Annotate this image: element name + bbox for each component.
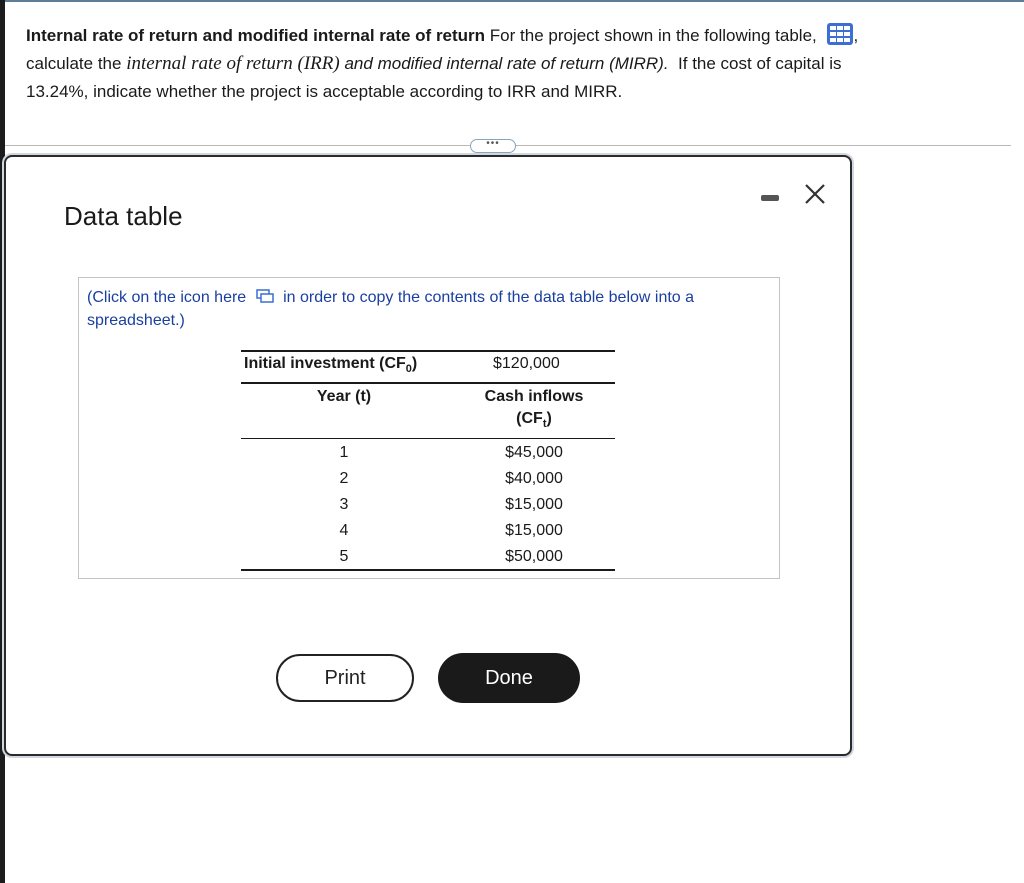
question-after-icon: ,	[853, 26, 859, 45]
table-row-cash: $40,000	[505, 470, 563, 487]
table-header-rule	[241, 438, 615, 439]
question-title: Internal rate of return and modified internal rate of return	[26, 26, 486, 45]
copy-to-spreadsheet-icon[interactable]	[255, 288, 275, 304]
question-mirr-term: modified internal rate of return (MIRR).	[377, 54, 669, 73]
initial-investment-label: Initial investment $(CF_0)$	[244, 355, 418, 376]
table-row-year: 4	[339, 522, 349, 539]
table-row-year: 3	[339, 496, 349, 513]
data-table-grid-icon[interactable]	[826, 22, 854, 46]
question-text-2: calculate the	[26, 54, 122, 73]
close-icon[interactable]	[800, 179, 830, 209]
question-text-4: 13.24%, indicate whether the project is acceptable according to IRR and MIRR.	[26, 82, 623, 101]
question-text	[26, 22, 986, 106]
top-border	[0, 0, 1024, 2]
table-row-cash: $50,000	[505, 548, 563, 565]
table-row-year: 5	[339, 548, 349, 565]
cash-inflows-header: Cash inflows $(CF_t)$	[484, 388, 584, 431]
table-row-year: 2	[339, 470, 349, 487]
expand-ellipsis-button[interactable]: •••	[470, 139, 516, 153]
data-table-box	[78, 277, 780, 579]
done-button[interactable]: Done	[438, 653, 580, 703]
table-row-cash: $45,000	[505, 444, 563, 461]
question-text-1: For the project shown in the following table,	[489, 26, 817, 45]
modal-title: Data table	[64, 201, 183, 231]
minimize-icon[interactable]	[761, 195, 779, 201]
data-table-modal	[4, 155, 852, 756]
table-rule-below-investment	[241, 382, 615, 384]
table-row-cash: $15,000	[505, 496, 563, 513]
table-bottom-rule	[241, 569, 615, 571]
question-irr-term: internal rate of return (IRR)	[126, 53, 340, 74]
copy-note-suffix: in order to copy the contents of the data table below into a spreadsheet.)	[87, 289, 695, 329]
question-text-3: If the cost of capital is	[678, 54, 842, 73]
copy-note-prefix: (Click on the icon here	[87, 289, 247, 306]
year-header: Year (t)	[316, 388, 372, 405]
question-and: and	[344, 54, 373, 73]
table-row-cash: $15,000	[505, 522, 563, 539]
copy-note	[87, 286, 767, 332]
print-button[interactable]: Print	[276, 654, 414, 702]
table-row-year: 1	[339, 444, 349, 461]
initial-investment-value: $120,000	[493, 355, 560, 372]
table-top-rule	[241, 350, 615, 352]
